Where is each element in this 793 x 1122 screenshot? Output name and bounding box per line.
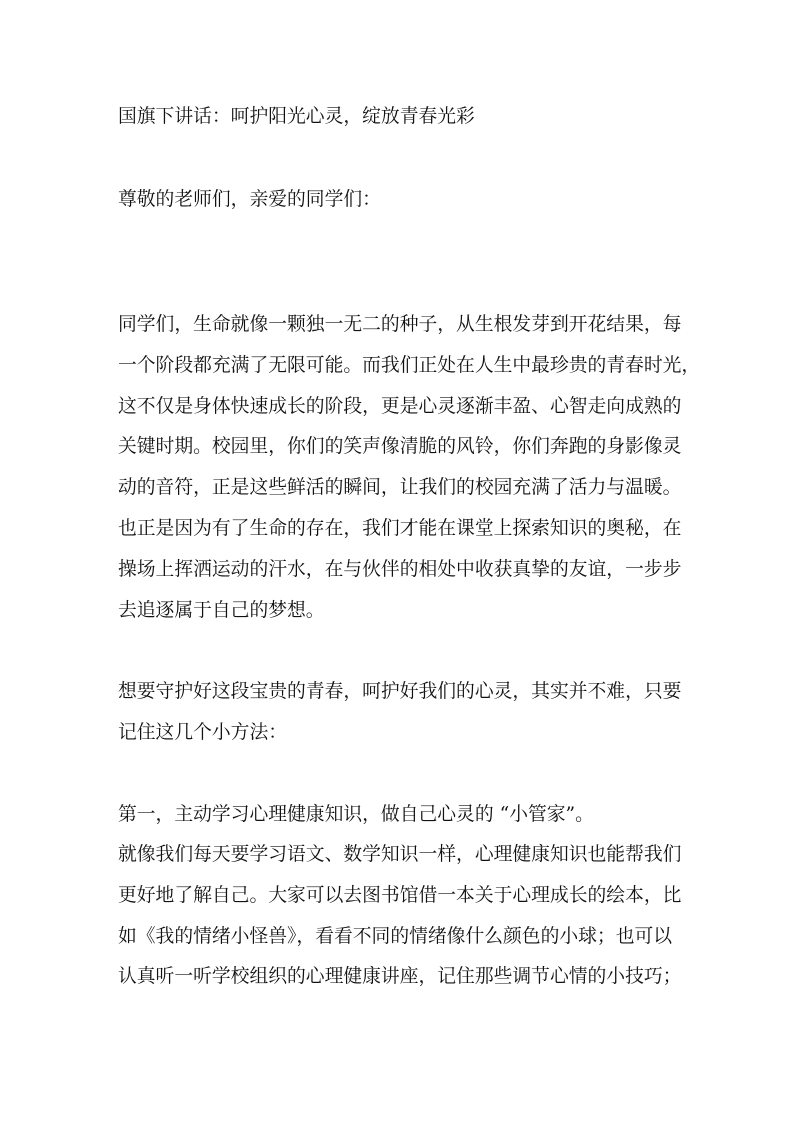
greeting: 尊敬的老师们，亲爱的同学们： (118, 189, 381, 210)
text-line: 关键时期。校园里，你们的笑声像清脆的风铃，你们奔跑的身影像灵 (118, 436, 682, 457)
text-line: 更好地了解自己。大家可以去图书馆借一本关于心理成长的绘本，比 (118, 885, 682, 906)
text-line: 动的音符，正是这些鲜活的瞬间，让我们的校园充满了活力与温暖。 (118, 477, 682, 498)
text-line: 就像我们每天要学习语文、数学知识一样，心理健康知识也能帮我们 (118, 844, 682, 865)
text-line: 一个阶段都充满了无限可能。而我们正处在人生中最珍贵的青春时光， (118, 355, 701, 376)
section-1-heading: 第一，主动学习心理健康知识，做自己心灵的 “小管家”。 (118, 804, 594, 825)
text-line: 同学们，生命就像一颗独一无二的种子，从生根发芽到开花结果，每 (118, 314, 682, 335)
text-line: 记住这几个小方法： (118, 722, 288, 743)
text-line: 想要守护好这段宝贵的青春，呵护好我们的心灵，其实并不难，只要 (118, 681, 682, 702)
text-line: 去追逐属于自己的梦想。 (118, 600, 325, 621)
text-line: 这不仅是身体快速成长的阶段，更是心灵逐渐丰盈、心智走向成熟的 (118, 396, 682, 417)
text-line: 也正是因为有了生命的存在，我们才能在课堂上探索知识的奥秘，在 (118, 518, 682, 539)
text-line: 如《我的情绪小怪兽》，看看不同的情绪像什么颜色的小球；也可以 (118, 926, 673, 947)
text-line: 认真听一听学校组织的心理健康讲座，记住那些调节心情的小技巧； (118, 966, 682, 987)
text-line: 操场上挥洒运动的汗水，在与伙伴的相处中收获真挚的友谊，一步步 (118, 559, 682, 580)
document-title: 国旗下讲话：呵护阳光心灵，绽放青春光彩 (118, 106, 475, 127)
